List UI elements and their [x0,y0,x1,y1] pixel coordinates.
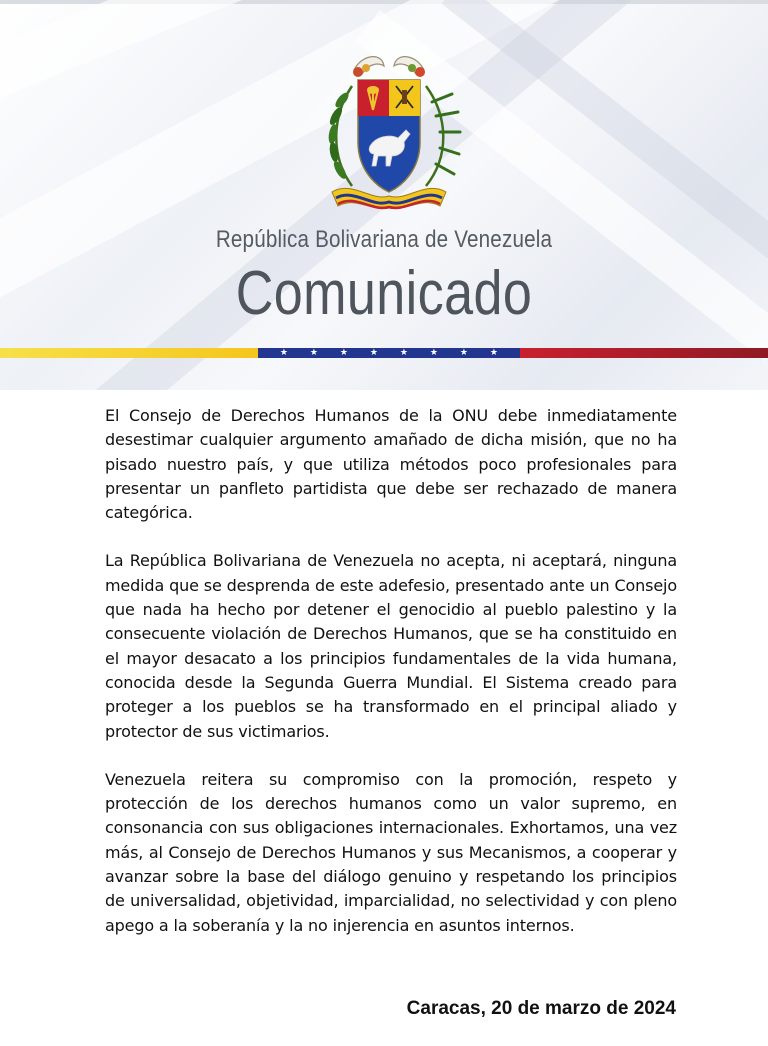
flag-color-bar [0,348,768,358]
flag-blue-segment [258,348,520,358]
venezuela-coat-of-arms-icon [312,46,466,218]
paragraph: El Consejo de Derechos Humanos de la ONU debe inmediatamente desestimar cualquier argumento amañado de dicha misión, que no ha pisado nuestro país, y que utiliza métodos poco profesionales para presentar un panfleto partidista que debe ser rechazado de manera categórica. [105,406,677,523]
star-icon: ★ [369,348,378,358]
paragraph: La República Bolivariana de Venezuela no acepta, ni aceptará, ninguna medida que se desprenda de este adefesio, presentado ante un Consejo que nada ha hecho por detener el genocidio al pueblo palestino y la consecuente violación de Derechos Humanos, que se ha constituido en el mayor desacato a los principios fundamentales de la vida humana, conocida desde la Segunda Guerra Mundial. El Sistema creado para proteger a los pueblos se ha transformado en el principal aliado y protector de sus victimarios. [105,551,677,741]
star-icon: ★ [429,348,438,358]
star-icon: ★ [399,348,408,358]
place-and-date: Caracas, 20 de marzo de 2024 [406,998,676,1019]
communique-body [105,404,677,962]
page-title: Comunicado [235,259,533,328]
star-icon: ★ [309,348,318,358]
header-banner [0,0,768,390]
flag-stars [258,345,520,361]
flag-red-segment [520,348,768,358]
star-icon: ★ [279,348,288,358]
star-icon: ★ [489,348,498,358]
star-icon: ★ [459,348,468,358]
paragraph: Venezuela reitera su compromiso con la promoción, respeto y protección de los derechos humanos como un valor supremo, en consonancia con sus obligaciones internacionales. Exhortamos, una vez más, al Consejo de Derechos Humanos y sus Mecanismos, a cooperar y avanzar sobre la base del diálogo genuino y respetando los principios de universalidad, objetividad, imparcialidad, no selectividad y con pleno apego a la soberanía y la no injerencia en asuntos internos. [105,769,677,935]
republic-name: República Bolivariana de Venezuela [215,226,553,253]
flag-yellow-segment [0,348,258,358]
star-icon: ★ [339,348,348,358]
